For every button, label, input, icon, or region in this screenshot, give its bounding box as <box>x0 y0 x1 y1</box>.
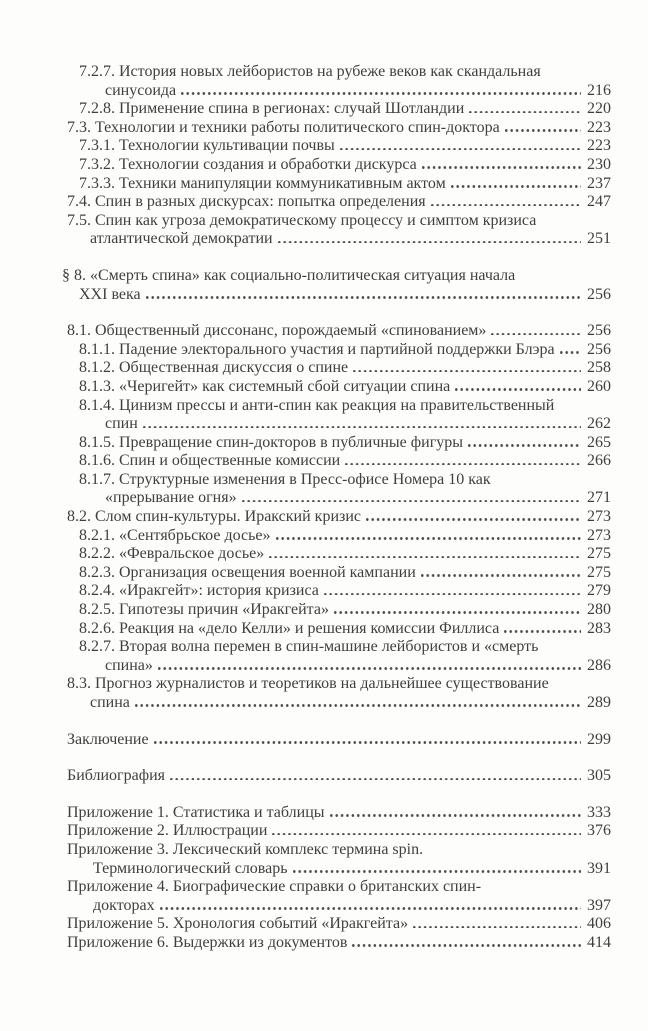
toc-entry-title: 8.2.7. Вторая волна перемен в спин-машине лейбористов и «смерть <box>79 638 539 656</box>
toc-entry <box>0 397 648 434</box>
dot-leader <box>421 574 581 577</box>
toc-page-number: 230 <box>587 155 611 173</box>
dot-leader <box>293 870 581 873</box>
toc-entry <box>0 452 648 471</box>
toc-entry-continuation-line <box>0 657 648 676</box>
toc-entry <box>0 341 648 360</box>
toc-entry-title: 7.4. Спин в разных дискурсах: попытка определения <box>67 193 426 211</box>
dot-leader <box>468 444 581 447</box>
toc-page-number: 256 <box>587 322 611 340</box>
dot-leader <box>170 778 581 781</box>
dot-leader <box>352 944 581 947</box>
toc-entry-title: синусоида <box>105 81 177 99</box>
dot-leader <box>269 556 581 559</box>
toc-page-number: 271 <box>587 489 611 507</box>
toc-entry-line <box>0 359 648 378</box>
toc-entry-line <box>0 100 648 119</box>
table-of-contents <box>0 63 648 953</box>
toc-page-number: 260 <box>587 377 611 395</box>
toc-entry <box>0 212 648 249</box>
toc-entry <box>0 63 648 100</box>
toc-entry-title: 8.2.1. «Сентябрьское досье» <box>79 526 271 544</box>
toc-entry-title: Приложение 3. Лексический комплекс термина spin. <box>67 840 424 858</box>
toc-entry-title: 8.2.5. Гипотезы причин «Иракгейта» <box>79 601 329 619</box>
toc-entry-line <box>0 878 648 897</box>
dot-leader <box>158 667 581 670</box>
dot-leader <box>334 611 581 614</box>
toc-entry <box>0 601 648 620</box>
toc-page-number: 391 <box>587 859 611 877</box>
toc-entry-title: Приложение 2. Иллюстрации <box>67 822 268 840</box>
toc-entry-title: Приложение 4. Биографические справки о британских спин- <box>67 878 482 896</box>
dot-leader <box>146 296 581 299</box>
toc-entry-line <box>0 638 648 657</box>
dot-leader <box>154 741 581 744</box>
toc-entry-title: 7.5. Спин как угроза демократическому процессу и симптом кризиса <box>67 211 537 229</box>
toc-entry-line <box>0 841 648 860</box>
toc-page-number: 256 <box>587 285 611 303</box>
dot-leader <box>413 926 581 929</box>
toc-entry <box>0 934 648 953</box>
dot-leader <box>330 814 581 817</box>
toc-entry-title: 8.1.6. Спин и общественные комиссии <box>79 452 341 470</box>
toc-entry-continuation-line <box>0 489 648 508</box>
toc-page-number: 397 <box>587 896 611 914</box>
toc-page-number: 237 <box>587 174 611 192</box>
dot-leader <box>422 166 581 169</box>
toc-entry <box>0 378 648 397</box>
toc-entry-continuation-line <box>0 860 648 879</box>
toc-entry-title: Приложение 6. Выдержки из документов <box>67 933 348 951</box>
toc-entry-title: 7.3.3. Техники манипуляции коммуникативным актом <box>79 174 446 192</box>
toc-page-number: 289 <box>587 694 611 711</box>
toc-entry-line <box>0 527 648 546</box>
toc-entry-title: 8.3. Прогноз журналистов и теоретиков на дальнейшее существование <box>67 675 549 693</box>
toc-entry <box>0 915 648 934</box>
toc-entry <box>0 322 648 341</box>
toc-entry-line <box>0 564 648 583</box>
toc-entry-title: Приложение 5. Хронология событий «Иракгейта» <box>67 915 409 933</box>
toc-page-number: 256 <box>587 340 611 358</box>
toc-entry-line <box>0 804 648 823</box>
toc-entry-line <box>0 175 648 194</box>
toc-page-number: 280 <box>587 601 611 619</box>
toc-page-number: 273 <box>587 508 611 526</box>
toc-entry-line <box>0 767 648 786</box>
dot-leader <box>143 426 581 429</box>
toc-entry-title: 8.1.2. Общественная дискуссия о спине <box>79 359 349 377</box>
toc-entry <box>0 508 648 527</box>
toc-entry-line <box>0 471 648 490</box>
dot-leader <box>353 370 581 373</box>
toc-entry-title: 7.2.7. История новых лейбористов на рубеже веков как скандальная <box>79 63 541 80</box>
toc-entry <box>0 638 648 675</box>
toc-entry <box>0 822 648 841</box>
toc-entry-line <box>0 156 648 175</box>
toc-entry-title: 7.3.1. Технологии культивации почвы <box>79 137 335 155</box>
toc-entry-line <box>0 675 648 694</box>
toc-entry-title: 8.1.5. Превращение спин-докторов в публичные фигуры <box>79 433 464 451</box>
toc-entry <box>0 119 648 138</box>
dot-leader <box>278 241 581 244</box>
toc-page-number: 265 <box>587 433 611 451</box>
toc-entry-title: 8.2.3. Организация освещения военной кампании <box>79 563 416 581</box>
dot-leader <box>431 204 581 207</box>
toc-entry-line <box>0 322 648 341</box>
dot-leader <box>340 148 581 151</box>
toc-entry-line <box>0 731 648 750</box>
toc-entry <box>0 434 648 453</box>
toc-entry <box>0 100 648 119</box>
toc-entry <box>0 582 648 601</box>
toc-page-number: 216 <box>587 81 611 99</box>
toc-page-number: 299 <box>587 730 611 748</box>
toc-entry-title: § 8. «Смерть спина» как социально-политическая ситуация начала <box>62 266 516 284</box>
toc-entry <box>0 804 648 823</box>
toc-entry-line <box>0 212 648 231</box>
dot-leader <box>451 185 581 188</box>
toc-entry-line <box>0 434 648 453</box>
toc-entry <box>0 731 648 750</box>
toc-entry-continuation-line <box>0 897 648 916</box>
toc-entry <box>0 620 648 639</box>
toc-entry-title: 8.2.4. «Иракгейт»: история кризиса <box>79 582 319 600</box>
toc-entry-title: 8.1.7. Структурные изменения в Пресс-офисе Номера 10 как <box>79 470 491 488</box>
toc-entry <box>0 471 648 508</box>
toc-entry-line <box>0 452 648 471</box>
toc-page-number: 273 <box>587 526 611 544</box>
toc-entry <box>0 156 648 175</box>
dot-leader <box>505 129 581 132</box>
toc-entry-line <box>0 822 648 841</box>
toc-page-number: 247 <box>587 193 611 211</box>
toc-entry <box>0 359 648 378</box>
toc-entry-continuation-line <box>0 82 648 101</box>
toc-page-number: 333 <box>587 803 611 821</box>
toc-entry-line <box>0 378 648 397</box>
toc-entry <box>0 878 648 915</box>
dot-leader <box>242 500 581 503</box>
toc-page-number: 283 <box>587 619 611 637</box>
toc-page-number: 223 <box>587 118 611 136</box>
dot-leader <box>455 388 581 391</box>
toc-page-number: 262 <box>587 415 611 433</box>
toc-entry <box>0 527 648 546</box>
toc-entry <box>0 545 648 564</box>
toc-entry-line <box>0 119 648 138</box>
toc-entry-title: 8.2. Слом спин-культуры. Иракский кризис <box>67 508 361 526</box>
toc-entry-line <box>0 582 648 601</box>
toc-entry-title: 7.3.2. Технологии создания и обработки дискурса <box>79 155 417 173</box>
dot-leader <box>469 111 581 114</box>
toc-page-number: 275 <box>587 563 611 581</box>
toc-entry-line <box>0 601 648 620</box>
toc-entry-line <box>0 620 648 639</box>
toc-entry-title: спина» <box>105 656 153 674</box>
toc-page-number: 251 <box>587 230 611 248</box>
dot-leader <box>560 351 581 354</box>
toc-entry <box>0 193 648 212</box>
toc-entry-title: спина <box>90 694 130 711</box>
toc-entry-title: 8.2.6. Реакция на «дело Келли» и решения комиссии Филлиса <box>79 619 500 637</box>
toc-entry-line <box>0 934 648 953</box>
toc-entry-line <box>0 267 648 286</box>
dot-leader <box>135 704 581 707</box>
dot-leader <box>276 537 581 540</box>
dot-leader <box>345 463 581 466</box>
toc-entry-line <box>0 508 648 527</box>
dot-leader <box>324 593 581 596</box>
toc-entry-title: 8.2.2. «Февральское досье» <box>79 545 265 563</box>
toc-entry-title: атлантической демократии <box>90 230 273 248</box>
toc-entry-line <box>0 63 648 82</box>
toc-page-number: 414 <box>587 933 611 951</box>
toc-entry-continuation-line <box>0 415 648 434</box>
toc-entry <box>0 841 648 878</box>
toc-page-number: 279 <box>587 582 611 600</box>
toc-entry <box>0 137 648 156</box>
toc-page-number: 223 <box>587 137 611 155</box>
toc-entry-continuation-line <box>0 286 648 305</box>
dot-leader <box>272 833 581 836</box>
toc-entry-title: Терминологический словарь <box>93 859 288 877</box>
toc-entry <box>0 175 648 194</box>
toc-entry-title: «прерывание огня» <box>105 489 237 507</box>
dot-leader <box>366 518 581 521</box>
toc-entry <box>0 267 648 304</box>
toc-entry-title: спин <box>105 415 138 433</box>
toc-entry-title: 8.1.3. «Черигейт» как системный сбой ситуации спина <box>79 377 451 395</box>
toc-entry-title: 8.1.1. Падение электорального участия и партийной поддержки Блэра <box>79 340 555 358</box>
toc-entry-title: Приложение 1. Статистика и таблицы <box>67 803 325 821</box>
toc-entry <box>0 564 648 583</box>
dot-leader <box>491 333 581 336</box>
toc-page-number: 258 <box>587 359 611 377</box>
dot-leader <box>181 92 581 95</box>
toc-entry <box>0 675 648 712</box>
dot-leader <box>504 630 581 633</box>
toc-entry-line <box>0 137 648 156</box>
toc-entry <box>0 767 648 786</box>
toc-entry-title: Заключение <box>67 730 149 748</box>
toc-page-number: 275 <box>587 545 611 563</box>
toc-entry-line <box>0 341 648 360</box>
toc-page-number: 376 <box>587 822 611 840</box>
toc-page-number: 406 <box>587 915 611 933</box>
toc-page-number: 305 <box>587 767 611 785</box>
toc-entry-line <box>0 915 648 934</box>
toc-entry-continuation-line <box>0 230 648 249</box>
toc-entry-line <box>0 193 648 212</box>
toc-entry-title: 7.3. Технологии и техники работы политического спин-доктора <box>67 118 500 136</box>
toc-page-number: 266 <box>587 452 611 470</box>
toc-entry-title: 8.1.4. Цинизм прессы и анти-спин как реакция на правительственный <box>79 396 555 414</box>
toc-entry-title: докторах <box>93 896 155 914</box>
toc-entry-title: Библиография <box>67 767 165 785</box>
toc-entry-line <box>0 397 648 416</box>
toc-entry-line <box>0 545 648 564</box>
toc-page-number: 286 <box>587 656 611 674</box>
toc-entry-continuation-line <box>0 694 648 713</box>
toc-entry-title: XXI века <box>79 285 141 303</box>
toc-entry-title: 8.1. Общественный диссонанс, порождаемый «спинованием» <box>67 322 487 340</box>
toc-page-number: 220 <box>587 100 611 118</box>
dot-leader <box>160 907 581 910</box>
toc-entry-title: 7.2.8. Применение спина в регионах: случай Шотландии <box>79 100 465 118</box>
